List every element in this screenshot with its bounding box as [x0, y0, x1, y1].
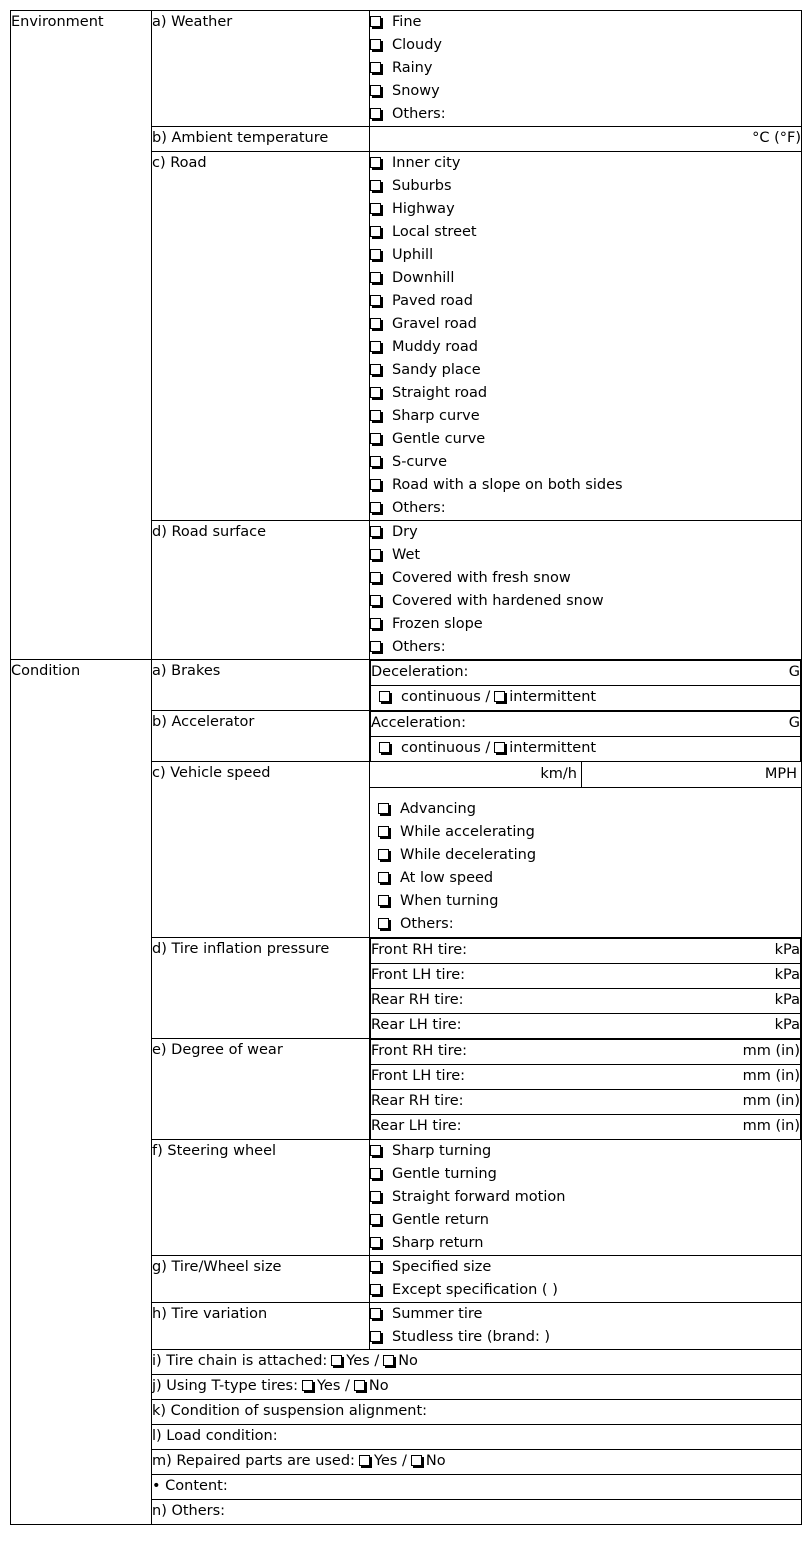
option-label: Covered with fresh snow — [392, 570, 571, 586]
checkbox-option[interactable] — [370, 567, 801, 590]
checkbox-option[interactable] — [370, 1186, 801, 1209]
checkbox-option[interactable] — [370, 80, 801, 103]
checkbox-icon[interactable] — [370, 1214, 381, 1225]
checkbox-icon[interactable] — [370, 39, 381, 50]
checkbox-icon[interactable] — [370, 180, 381, 191]
option-label: Others: — [392, 106, 446, 122]
checkbox-icon[interactable] — [370, 203, 381, 214]
checkbox-option[interactable] — [370, 221, 801, 244]
checkbox-icon[interactable] — [370, 341, 381, 352]
option-label: Uphill — [392, 247, 434, 263]
checkbox-option[interactable] — [378, 844, 797, 867]
checkbox-option[interactable] — [370, 198, 801, 221]
wear-front-lh[interactable]: Front LH tire: mm (in) — [371, 1065, 801, 1090]
checkbox-icon[interactable] — [302, 1380, 313, 1391]
speed-label: c) Vehicle speed — [152, 762, 370, 938]
wear-rear-rh[interactable]: Rear RH tire: mm (in) — [371, 1090, 801, 1115]
option-label: Covered with hardened snow — [392, 593, 604, 609]
option-label: Others: — [392, 639, 446, 655]
option-label: Straight road — [392, 385, 488, 401]
option-label: Fine — [392, 14, 422, 30]
checkbox-option[interactable] — [378, 867, 797, 890]
checkbox-icon[interactable] — [359, 1455, 370, 1466]
checkbox-icon[interactable] — [370, 410, 381, 421]
option-label: Road with a slope on both sides — [392, 477, 623, 493]
checkbox-icon[interactable] — [370, 433, 381, 444]
checkbox-icon[interactable] — [370, 641, 381, 652]
checkbox-option[interactable] — [370, 474, 801, 497]
checkbox-icon[interactable] — [370, 1261, 381, 1272]
pressure-label: d) Tire inflation pressure — [152, 938, 370, 1039]
checkbox-icon[interactable] — [370, 1191, 381, 1202]
checkbox-option[interactable] — [370, 336, 801, 359]
checkbox-option[interactable] — [378, 913, 797, 936]
checkbox-icon[interactable] — [370, 62, 381, 73]
checkbox-icon[interactable] — [370, 1284, 381, 1295]
option-label: Downhill — [392, 270, 455, 286]
temperature-unit[interactable]: °C (°F) — [370, 127, 802, 152]
checkbox-option[interactable] — [370, 1140, 801, 1163]
checkbox-icon[interactable] — [370, 456, 381, 467]
checkbox-option[interactable] — [378, 890, 797, 913]
steering-options — [370, 1140, 802, 1256]
option-label: Dry — [392, 524, 418, 540]
option-label: Except specification ( ) — [392, 1282, 558, 1298]
checkbox-icon[interactable] — [370, 249, 381, 260]
option-label: Frozen slope — [392, 616, 483, 632]
option-label: Highway — [392, 201, 455, 217]
condition-category: Condition — [11, 660, 152, 1525]
checkbox-option[interactable] — [370, 428, 801, 451]
option-label: Local street — [392, 224, 477, 240]
option-label: Muddy road — [392, 339, 478, 355]
checkbox-icon[interactable] — [378, 895, 389, 906]
checkbox-option[interactable] — [370, 1279, 801, 1302]
checkbox-icon[interactable] — [370, 526, 381, 537]
environment-category: Environment — [11, 11, 152, 660]
checkbox-option[interactable] — [370, 267, 801, 290]
content-field[interactable]: • Content: — [152, 1475, 802, 1500]
option-label: Suburbs — [392, 178, 452, 194]
speed-mph-field[interactable]: MPH — [764, 766, 797, 782]
option-label: Rainy — [392, 60, 433, 76]
checkbox-icon[interactable] — [370, 1145, 381, 1156]
checkbox-option[interactable] — [370, 1256, 801, 1279]
checkbox-icon[interactable] — [370, 364, 381, 375]
acceleration-field[interactable]: Acceleration: G — [371, 712, 801, 737]
checkbox-icon[interactable] — [370, 387, 381, 398]
option-label: Paved road — [392, 293, 473, 309]
checkbox-option[interactable] — [370, 1232, 801, 1255]
accelerator-mode: continuous / intermittent — [371, 737, 801, 762]
option-label: Sharp turning — [392, 1143, 492, 1159]
checkbox-option[interactable] — [370, 636, 801, 659]
checkbox-icon[interactable] — [383, 1355, 394, 1366]
speed-kmh-field[interactable]: km/h — [370, 762, 582, 787]
option-label: Studless tire (brand: ) — [392, 1329, 551, 1345]
surface-label: d) Road surface — [152, 521, 370, 660]
option-label: Inner city — [392, 155, 461, 171]
brakes-row — [11, 660, 802, 711]
checkbox-icon[interactable] — [370, 226, 381, 237]
option-label: While accelerating — [400, 824, 535, 840]
wheelsize-label: g) Tire/Wheel size — [152, 1256, 370, 1303]
steering-label: f) Steering wheel — [152, 1140, 370, 1256]
checkbox-option[interactable] — [370, 1303, 801, 1326]
checkbox-option[interactable] — [370, 613, 801, 636]
checkbox-option[interactable] — [370, 244, 801, 267]
checkbox-option[interactable] — [370, 590, 801, 613]
checkbox-icon[interactable] — [370, 1168, 381, 1179]
accelerator-label: b) Accelerator — [152, 711, 370, 762]
checkbox-option[interactable] — [370, 290, 801, 313]
checkbox-icon[interactable] — [379, 742, 390, 753]
road-label: c) Road — [152, 152, 370, 521]
checkbox-icon[interactable] — [370, 272, 381, 283]
checkbox-icon[interactable] — [494, 691, 505, 702]
option-label: Gravel road — [392, 316, 477, 332]
checkbox-icon[interactable] — [494, 742, 505, 753]
checkbox-icon[interactable] — [378, 849, 389, 860]
checkbox-icon[interactable] — [370, 479, 381, 490]
option-label: Gentle turning — [392, 1166, 497, 1182]
option-label: Advancing — [400, 801, 476, 817]
option-label: Gentle return — [392, 1212, 489, 1228]
pressure-rear-rh[interactable]: Rear RH tire: kPa — [371, 989, 801, 1014]
checkbox-option[interactable] — [370, 382, 801, 405]
pressure-front-rh[interactable]: Front RH tire: kPa — [371, 939, 801, 964]
checkbox-icon[interactable] — [370, 318, 381, 329]
speed-options — [370, 788, 801, 937]
checkbox-option[interactable] — [370, 359, 801, 382]
checkbox-icon[interactable] — [370, 595, 381, 606]
option-label: Sandy place — [392, 362, 481, 378]
tire-chain-field: i) Tire chain is attached: Yes / No — [152, 1350, 802, 1375]
repaired-field: m) Repaired parts are used: Yes / No — [152, 1450, 802, 1475]
checkbox-icon[interactable] — [378, 872, 389, 883]
checkbox-option[interactable] — [378, 821, 797, 844]
option-label: Summer tire — [392, 1306, 483, 1322]
checkbox-icon[interactable] — [378, 803, 389, 814]
wheelsize-options — [370, 1256, 802, 1303]
surface-options — [370, 521, 802, 660]
checkbox-icon[interactable] — [370, 16, 381, 27]
checkbox-option[interactable] — [370, 521, 801, 544]
option-label: Cloudy — [392, 37, 442, 53]
checkbox-icon[interactable] — [370, 502, 381, 513]
road-options — [370, 152, 802, 521]
option-label: While decelerating — [400, 847, 537, 863]
checkbox-icon[interactable] — [331, 1355, 342, 1366]
option-label: Others: — [392, 500, 446, 516]
checkbox-option[interactable] — [370, 1163, 801, 1186]
checkbox-icon[interactable] — [370, 108, 381, 119]
checkbox-icon[interactable] — [354, 1380, 365, 1391]
option-label: When turning — [400, 893, 499, 909]
checkbox-icon[interactable] — [379, 691, 390, 702]
option-label: Others: — [400, 916, 454, 932]
option-label: Gentle curve — [392, 431, 486, 447]
deceleration-field[interactable]: Deceleration: G — [371, 661, 801, 686]
option-label: At low speed — [400, 870, 494, 886]
checkbox-icon[interactable] — [370, 1308, 381, 1319]
option-label: S-curve — [392, 454, 448, 470]
checkbox-option[interactable] — [370, 11, 801, 34]
others-field[interactable]: n) Others: — [152, 1500, 802, 1525]
checkbox-option[interactable] — [370, 1326, 801, 1349]
pressure-rear-lh[interactable]: Rear LH tire: kPa — [371, 1014, 801, 1039]
checkbox-icon[interactable] — [370, 295, 381, 306]
weather-options — [370, 11, 802, 127]
checkbox-option[interactable] — [370, 34, 801, 57]
checkbox-option[interactable] — [370, 451, 801, 474]
checkbox-icon[interactable] — [370, 1331, 381, 1342]
wear-rear-lh[interactable]: Rear LH tire: mm (in) — [371, 1115, 801, 1140]
checkbox-option[interactable] — [370, 405, 801, 428]
option-label: Sharp return — [392, 1235, 484, 1251]
variation-label: h) Tire variation — [152, 1303, 370, 1350]
checkbox-option[interactable] — [370, 152, 801, 175]
checkbox-option[interactable] — [370, 1209, 801, 1232]
weather-label: a) Weather — [152, 11, 370, 127]
checkbox-icon[interactable] — [378, 826, 389, 837]
alignment-field[interactable]: k) Condition of suspension alignment: — [152, 1400, 802, 1425]
weather-row — [11, 11, 802, 127]
checkbox-option[interactable] — [370, 57, 801, 80]
option-label: Snowy — [392, 83, 440, 99]
pressure-front-lh[interactable]: Front LH tire: kPa — [371, 964, 801, 989]
checkbox-option[interactable] — [370, 175, 801, 198]
checkbox-option[interactable] — [370, 103, 801, 126]
diagnosis-form — [10, 10, 802, 1525]
checkbox-icon[interactable] — [370, 572, 381, 583]
checkbox-option[interactable] — [370, 313, 801, 336]
option-label: Wet — [392, 547, 421, 563]
option-label: Specified size — [392, 1259, 492, 1275]
variation-options — [370, 1303, 802, 1350]
checkbox-option[interactable] — [378, 798, 797, 821]
brakes-mode: continuous / intermittent — [371, 686, 801, 711]
option-label: Straight forward motion — [392, 1189, 566, 1205]
brakes-label: a) Brakes — [152, 660, 370, 711]
checkbox-icon[interactable] — [370, 85, 381, 96]
wear-front-rh[interactable]: Front RH tire: mm (in) — [371, 1040, 801, 1065]
checkbox-icon[interactable] — [370, 549, 381, 560]
checkbox-option[interactable] — [370, 497, 801, 520]
option-label: Sharp curve — [392, 408, 480, 424]
wear-label: e) Degree of wear — [152, 1039, 370, 1140]
checkbox-icon[interactable] — [411, 1455, 422, 1466]
checkbox-option[interactable] — [370, 544, 801, 567]
checkbox-icon[interactable] — [370, 157, 381, 168]
checkbox-icon[interactable] — [370, 618, 381, 629]
checkbox-icon[interactable] — [378, 918, 389, 929]
t-type-field: j) Using T-type tires: Yes / No — [152, 1375, 802, 1400]
load-field[interactable]: l) Load condition: — [152, 1425, 802, 1450]
checkbox-icon[interactable] — [370, 1237, 381, 1248]
temperature-label: b) Ambient temperature — [152, 127, 370, 152]
